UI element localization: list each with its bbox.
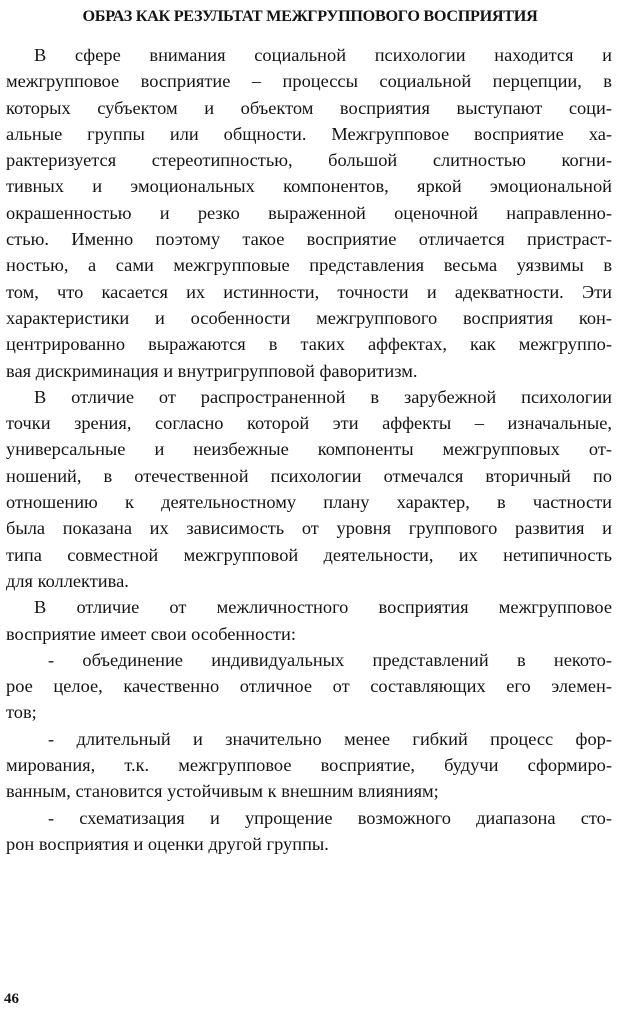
body-text [6, 42, 612, 857]
paragraph-3 [6, 594, 612, 647]
text-line: тивных и эмоциональных компонентов, яркой эмоциональной [6, 176, 612, 197]
text-line: В сфере внимания социальной психологии находится и [34, 45, 612, 65]
text-line: которых субъектом и объектом восприятия выступают соци- [6, 97, 612, 118]
text-line: вая дискриминация и внутригрупповой фаворитизм. [6, 360, 418, 381]
text-line: ношений, в отечественной психологии отмечался вторичный по [6, 465, 612, 486]
text-line: В отличие от межличностного восприятия межгрупповое [34, 597, 612, 618]
text-line: - схематизация и упрощение возможного диапазона сто- [48, 807, 612, 828]
text-line: - длительный и значительно менее гибкий процесс фор- [48, 728, 612, 749]
paragraph-2 [6, 384, 612, 594]
text-line: универсальные и неизбежные компоненты межгрупповых от- [6, 439, 612, 460]
list-item-2 [6, 726, 612, 805]
text-line: ванным, становится устойчивым к внешним влияниям; [6, 781, 439, 802]
text-line: типа совместной межгрупповой деятельности, их нетипичность [6, 544, 612, 565]
text-line: восприятие имеет свои особенности: [6, 623, 296, 644]
text-line: том, что касается их истинности, точности и адекватности. Эти [6, 281, 612, 302]
text-line: точки зрения, согласно которой эти аффекты – изначальные, [6, 413, 612, 434]
text-line: мирования, т.к. межгрупповое восприятие, будучи сформиро- [6, 755, 612, 776]
page-number: 46 [4, 991, 19, 1007]
text-line: стью. Именно поэтому такое восприятие отличается пристраст- [6, 229, 612, 250]
text-line: тов; [6, 702, 37, 723]
text-line: рон восприятия и оценки другой группы. [6, 833, 329, 854]
text-line: для коллектива. [6, 570, 129, 591]
text-line: межгрупповое восприятие – процессы социальной перцепции, в [6, 71, 612, 92]
text-line: окрашенностью и резко выраженной оценочной направленно- [6, 202, 612, 223]
text-line: была показана их зависимость от уровня группового развития и [6, 518, 612, 539]
text-line: характеристики и особенности межгруппового восприятия кон- [6, 307, 612, 328]
text-line: центрированно выражаются в таких аффектах, как межгруппо- [6, 334, 612, 355]
text-line: отношению к деятельностному плану характер, в частности [6, 492, 612, 513]
running-header: ОБРАЗ КАК РЕЗУЛЬТАТ МЕЖГРУППОВОГО ВОСПРИЯТИЯ [82, 7, 538, 25]
text-line: В отличие от распространенной в зарубежной психологии [34, 386, 612, 407]
text-line: рактеризуется стереотипностью, большой слитностью когни- [6, 150, 612, 171]
text-line: альные группы или общности. Межгрупповое восприятие ха- [6, 123, 612, 144]
paragraph-1 [6, 42, 612, 384]
list-item-3 [6, 805, 612, 858]
text-line: рое целое, качественно отличное от составляющих его элемен- [6, 676, 612, 697]
text-line: ностью, а сами межгрупповые представления весьма уязвимы в [6, 255, 612, 276]
list-item-1 [6, 647, 612, 726]
text-line: - объединение индивидуальных представлений в некото- [48, 649, 612, 670]
